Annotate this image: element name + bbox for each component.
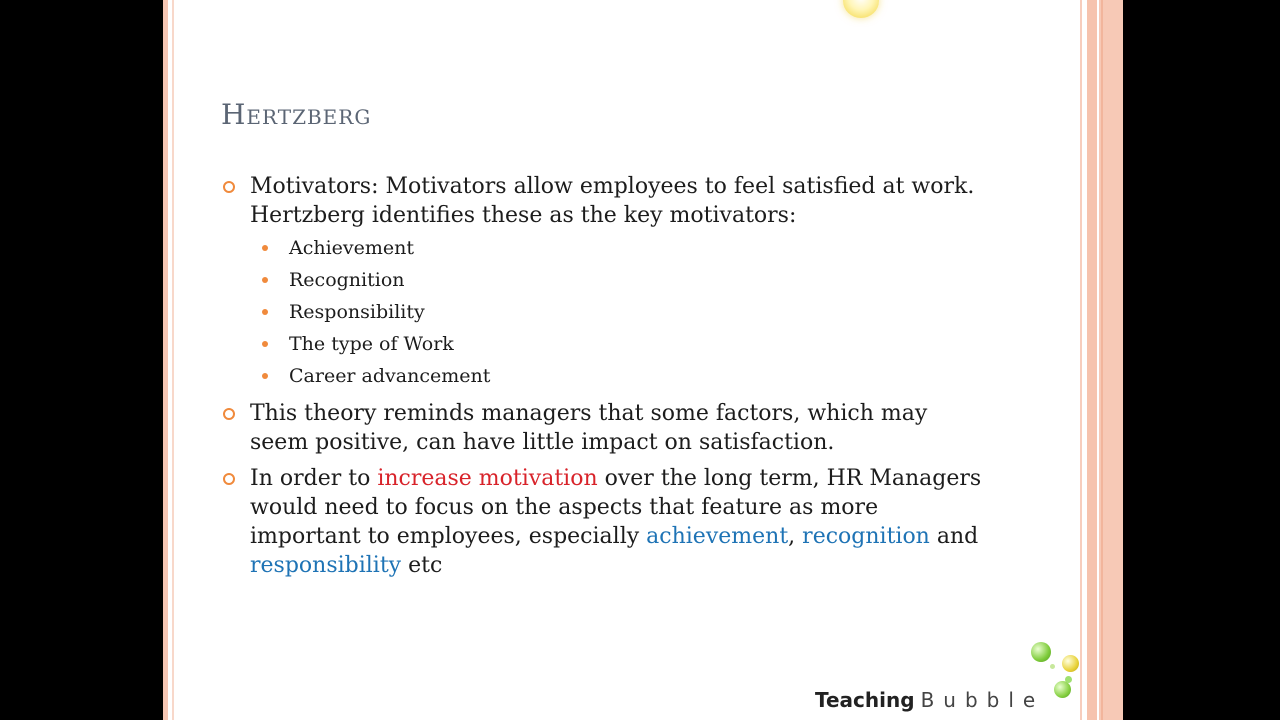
dot-bullet-icon xyxy=(262,309,268,315)
bullet-text-part: and xyxy=(929,524,979,549)
bullet-list xyxy=(221,172,991,587)
green-bubble-icon xyxy=(1054,681,1071,698)
right-border-accent-line xyxy=(1101,0,1103,720)
bullet-item-motivators xyxy=(221,172,991,392)
bullet-text: Motivators: Motivators allow employees to feel satisfied at work. Hertzberg identifies these as the key motivators: xyxy=(250,174,975,228)
ring-bullet-icon xyxy=(223,181,235,193)
bullet-text-part: etc xyxy=(401,553,443,578)
sub-bullet-item xyxy=(250,360,991,392)
sub-bullet-text: Responsibility xyxy=(289,301,425,323)
slide-title: Hertzberg xyxy=(221,98,372,131)
yellow-bubble-icon xyxy=(1062,655,1079,672)
bullet-item-increase-motivation xyxy=(221,464,991,580)
sub-bullet-item xyxy=(250,296,991,328)
dot-bullet-icon xyxy=(262,277,268,283)
ring-bullet-icon xyxy=(223,408,235,420)
highlight-achievement: achievement xyxy=(646,524,789,549)
dot-bullet-icon xyxy=(262,341,268,347)
small-bubble-icon xyxy=(1050,664,1055,669)
bullet-text-part: , xyxy=(788,524,803,549)
slide xyxy=(163,0,1123,720)
sub-bullet-item xyxy=(250,232,991,264)
bullet-item-theory xyxy=(221,399,991,457)
sub-bullet-text: Career advancement xyxy=(289,365,491,387)
highlight-responsibility: responsibility xyxy=(250,553,402,578)
green-bubble-icon xyxy=(1031,642,1051,662)
highlight-increase-motivation: increase motivation xyxy=(377,466,598,491)
sub-bullet-text: The type of Work xyxy=(289,333,454,355)
right-border-band xyxy=(1087,0,1097,720)
highlight-recognition: recognition xyxy=(802,524,930,549)
bullet-text-part: over the long term, HR Managers would need to focus on the aspects that feature as more important to employees, especially xyxy=(250,466,982,549)
decorative-orb-icon xyxy=(843,0,879,18)
sub-bullet-item xyxy=(250,264,991,296)
left-border-band xyxy=(163,0,168,720)
ring-bullet-icon xyxy=(223,473,235,485)
sub-bullet-list xyxy=(250,232,991,392)
bullet-text-part: In order to xyxy=(250,466,378,491)
left-border-line xyxy=(172,0,174,720)
bullet-text: This theory reminds managers that some factors, which may seem positive, can have little impact on satisfaction. xyxy=(250,401,928,455)
sub-bullet-text: Achievement xyxy=(289,237,415,259)
teaching-bubble-logo xyxy=(815,688,1044,712)
logo-word-bubble: Bubble xyxy=(920,688,1045,712)
sub-bullet-text: Recognition xyxy=(289,269,405,291)
right-border-line xyxy=(1080,0,1082,720)
logo-word-teaching: Teaching xyxy=(815,688,915,712)
sub-bullet-item xyxy=(250,328,991,360)
dot-bullet-icon xyxy=(262,245,268,251)
dot-bullet-icon xyxy=(262,373,268,379)
small-bubble-icon xyxy=(1065,676,1072,683)
